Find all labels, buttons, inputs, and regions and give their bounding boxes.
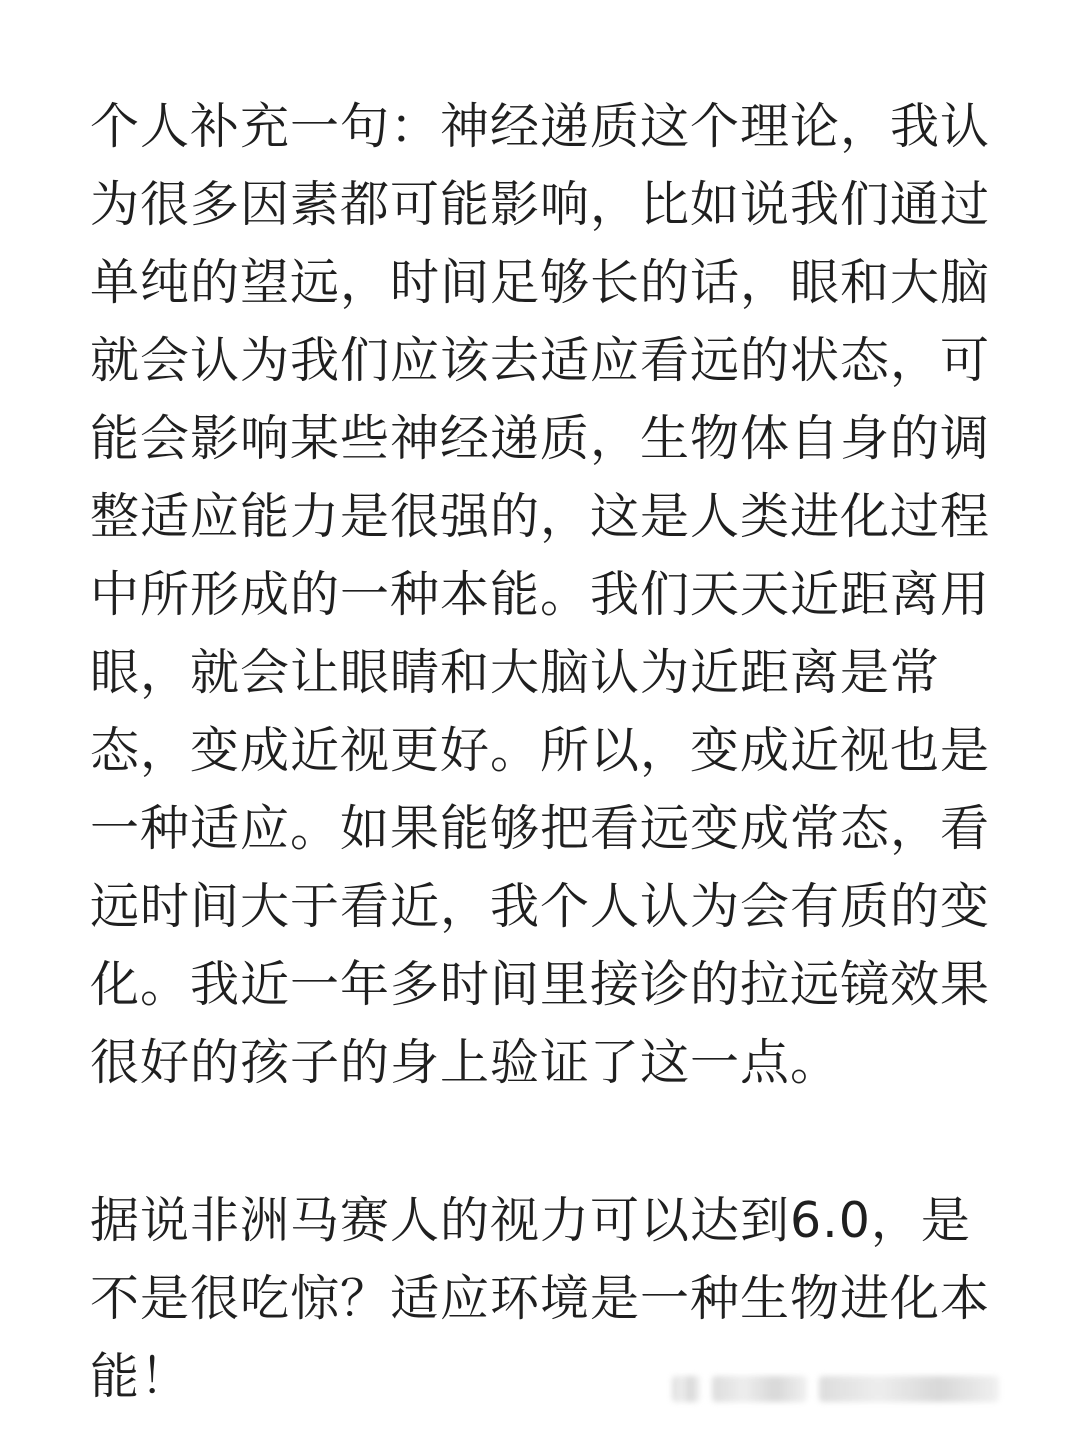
article-body (90, 88, 995, 1416)
paragraph-1: 个人补充一句：神经递质这个理论，我认为很多因素都可能影响，比如说我们通过单纯的望远，时间足够长的话，眼和大脑就会认为我们应该去适应看远的状态，可能会影响某些神经递质，生物体自身的调整适应能力是很强的，这是人类进化过程中所形成的一种本能。我们天天近距离用眼，就会让眼睛和大脑认为近距离是常态，变成近视更好。所以，变成近视也是一种适应。如果能够把看远变成常态，看远时间大于看近，我个人认为会有质的变化。我近一年多时间里接诊的拉远镜效果很好的孩子的身上验证了这一点。 (90, 98, 991, 1091)
watermark-blur-segment (819, 1376, 999, 1402)
paragraph-2: 据说非洲马赛人的视力可以达到6.0，是不是很吃惊？适应环境是一种生物进化本能！ (90, 1192, 991, 1405)
blurred-watermark (672, 1372, 1017, 1406)
watermark-logo-icon (672, 1376, 700, 1402)
watermark-blur-segment (712, 1376, 807, 1402)
